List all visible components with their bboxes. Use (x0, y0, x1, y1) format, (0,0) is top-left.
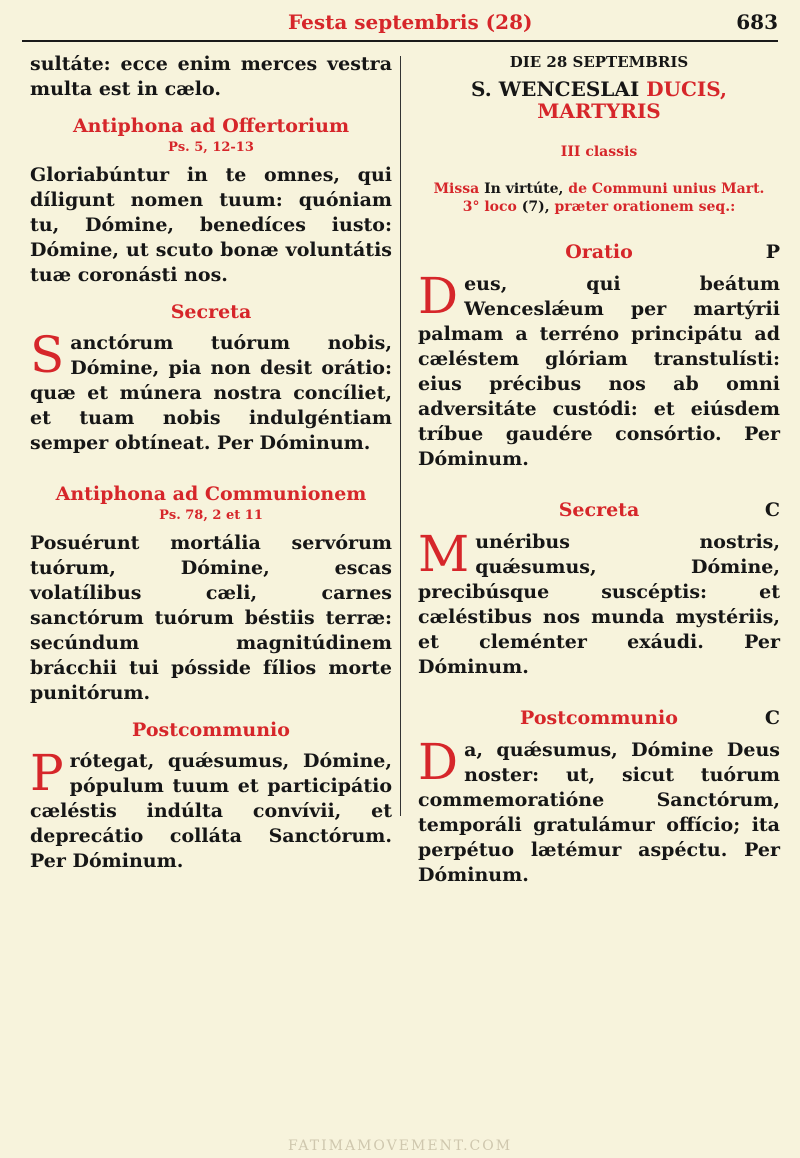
oratio-mark: P (765, 241, 780, 263)
postcommunio-text: rótegat, quǽsumus, Dómine, pópulum tuum et participátio cæléstis indúlta convívii, et deprecátio colláta Sanctórum. Per Dóminum. (30, 750, 392, 872)
postcommunio-heading-right: Postcommunio (520, 707, 678, 729)
left-column (30, 52, 392, 874)
secreta-heading: Secreta (170, 301, 252, 323)
secreta-paragraph (30, 326, 392, 456)
feast-title (418, 78, 780, 122)
feast-class: III classis (560, 144, 638, 160)
oratio-text: eus, qui beátum Wenceslǽum per martýrii palmam a terréno principátu ad cæléstem glóriam transtulísti: eius précibus nos ab omni adversitáte custódi: et eiúsdem tríbue gaudére consórtio. Per Dóminum. (418, 273, 780, 470)
feast-title-saint: S. WENCESLAI (471, 77, 640, 101)
oratio-heading-row (418, 238, 780, 266)
secreta-paragraph-right (418, 525, 780, 680)
missa-note: præter orationem seq.: (554, 199, 736, 215)
missa-common: de Communi unius Mart. (568, 181, 765, 197)
secreta-mark: C (764, 499, 780, 521)
drop-cap: D (418, 733, 459, 791)
secreta-heading-right: Secreta (558, 499, 640, 521)
running-title: Festa septembris (28) (288, 10, 533, 34)
offertory-text: Gloriabúntur in te omnes, qui díligunt nomen tuum: quóniam tu, Dómine, benedíces iusto: Dómine, ut scuto bonæ voluntátis tuæ coronásti nos. (30, 164, 392, 286)
offertory-reference: Ps. 5, 12-13 (168, 140, 254, 155)
postcommunio-paragraph-right (418, 733, 780, 888)
feast-title-ducis: DUCIS, (646, 77, 727, 101)
feast-title-martyris: MARTYRIS (537, 99, 661, 123)
postcommunio-mark: C (764, 707, 780, 729)
oratio-heading: Oratio (565, 241, 633, 263)
intro-text: sultáte: ecce enim merces vestra multa est in cælo. (30, 53, 392, 100)
column-divider (400, 56, 401, 816)
oratio-paragraph (418, 267, 780, 472)
secreta-text: anctórum tuórum nobis, Dómine, pia non desit orátio: quæ et múnera nostra concíliet, et tuam nobis indulgéntiam semper obtíneat. Per Dóminum. (30, 332, 392, 454)
offertory-heading: Antiphona ad Offertorium (72, 115, 350, 137)
drop-cap: M (418, 525, 470, 583)
missa-incipit: In virtúte, (484, 181, 564, 197)
drop-cap: S (30, 326, 65, 384)
postcommunio-paragraph (30, 744, 392, 874)
feast-date: DIE 28 SEPTEMBRIS (509, 53, 689, 71)
secreta-heading-row (418, 496, 780, 524)
right-column (418, 52, 780, 888)
drop-cap: P (30, 744, 64, 802)
communion-text: Posuérunt mortália servórum tuórum, Dómine, escas volatílibus cæli, carnes sanctórum tuórum béstiis terræ: secúndum magnitúdinem brácchii tui pósside fílios morte punitórum. (30, 532, 392, 704)
secreta-text-right: unéribus nostris, quǽsumus, Dómine, precibúsque suscéptis: et cæléstibus nos munda mystériis, et cleménter exáudi. Per Dóminum. (418, 531, 780, 678)
page-number: 683 (736, 10, 778, 34)
postcommunio-heading: Postcommunio (132, 719, 290, 741)
missa-loco: 3° loco (462, 199, 517, 215)
communion-reference: Ps. 78, 2 et 11 (159, 508, 263, 523)
communion-heading: Antiphona ad Communionem (55, 483, 367, 505)
postcommunio-heading-row (418, 704, 780, 732)
missa-number: (7), (521, 199, 550, 215)
header-rule (22, 40, 778, 42)
drop-cap: D (418, 267, 459, 325)
postcommunio-text-right: a, quǽsumus, Dómine Deus noster: ut, sicut tuórum commemoratióne Sanctórum, temporáli gratulámur offício; ita perpétuo lætémur aspéctu. Per Dóminum. (418, 739, 780, 886)
missa-label: Missa (433, 181, 480, 197)
missa-rubric (418, 180, 780, 216)
watermark: FATIMAMOVEMENT.COM (287, 1138, 513, 1154)
